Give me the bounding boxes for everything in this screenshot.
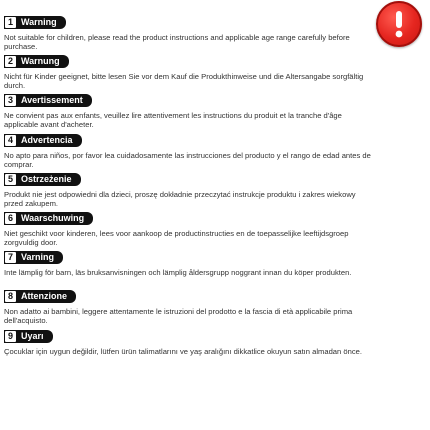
section-number: 7 xyxy=(4,251,17,264)
warning-text-turkish: Çocuklar için uygun değildir, lütfen ürün talimatlarını ve yaş aralığını dikkatlice okuyun satın almadan önce. xyxy=(4,346,362,356)
section-number: 1 xyxy=(4,16,17,29)
section-number: 8 xyxy=(4,290,17,303)
warning-text-swedish: Inte lämplig för barn, läs bruksanvisningen och lämplig åldersgrupp noggrant innan du köper produkten. xyxy=(4,268,352,278)
warning-badge xyxy=(376,1,422,47)
warning-label-french xyxy=(4,94,92,107)
warning-section-english xyxy=(4,12,374,51)
warning-label-english xyxy=(4,16,66,29)
warning-label-swedish xyxy=(4,251,63,264)
warning-section-italian xyxy=(4,286,374,325)
warning-label-text: Attenzione xyxy=(21,291,67,302)
section-number: 2 xyxy=(4,55,17,68)
warning-label-text: Warnung xyxy=(21,56,60,67)
section-number: 6 xyxy=(4,212,17,225)
exclamation-icon xyxy=(378,3,420,45)
warning-label-text: Advertencia xyxy=(21,134,73,145)
warning-label-turkish xyxy=(4,330,53,343)
warning-text-english: Not suitable for children, please read the product instructions and applicable age range carefully before purchase. xyxy=(4,33,350,51)
warning-text-polish: Produkt nie jest odpowiedni dla dzieci, proszę dokładnie przeczytać instrukcje produktu i zakres wiekowy przed zakupem. xyxy=(4,189,356,208)
warning-sheet xyxy=(4,12,374,365)
warning-section-german xyxy=(4,51,374,90)
warning-label-dutch xyxy=(4,212,93,225)
warning-label-text: Ostrzeżenie xyxy=(21,173,72,184)
warning-label-polish xyxy=(4,173,81,186)
warning-label-italian xyxy=(4,290,76,303)
warning-label-spanish xyxy=(4,134,82,147)
warning-text-spanish: No apto para niños, por favor lea cuidadosamente las instrucciones del producto y el rango de edad antes de comprar. xyxy=(4,150,371,169)
section-number: 4 xyxy=(4,134,17,147)
warning-label-text: Waarschuwing xyxy=(21,212,85,223)
section-number: 9 xyxy=(4,330,17,343)
warning-label-text: Avertissement xyxy=(21,95,83,106)
warning-label-text: Varning xyxy=(21,252,55,263)
warning-section-polish xyxy=(4,169,374,208)
warning-section-spanish xyxy=(4,130,374,169)
warning-text-german: Nicht für Kinder geeignet, bitte lesen Sie vor dem Kauf die Produkthinweise und die Altersangabe sorgfältig durch. xyxy=(4,72,364,91)
warning-section-swedish xyxy=(4,247,374,286)
warning-label-text: Warning xyxy=(21,17,57,27)
warning-section-french xyxy=(4,90,374,129)
warning-text-french: Ne convient pas aux enfants, veuillez lire attentivement les instructions du produit et la tranche d'âge applicable avant d'acheter. xyxy=(4,111,342,130)
warning-section-dutch xyxy=(4,208,374,247)
warning-label-text: Uyarı xyxy=(21,330,44,341)
warning-section-turkish xyxy=(4,326,374,365)
warning-text-dutch: Niet geschikt voor kinderen, lees voor aankoop de productinstructies en de toepasselijke leeftijdsgroep zorgvuldig door. xyxy=(4,228,349,247)
section-number: 5 xyxy=(4,173,17,186)
warning-text-italian: Non adatto ai bambini, leggere attentamente le istruzioni del prodotto e la fascia di età applicabile prima dell'acquisto. xyxy=(4,307,353,326)
section-number: 3 xyxy=(4,94,17,107)
warning-label-german xyxy=(4,55,69,68)
